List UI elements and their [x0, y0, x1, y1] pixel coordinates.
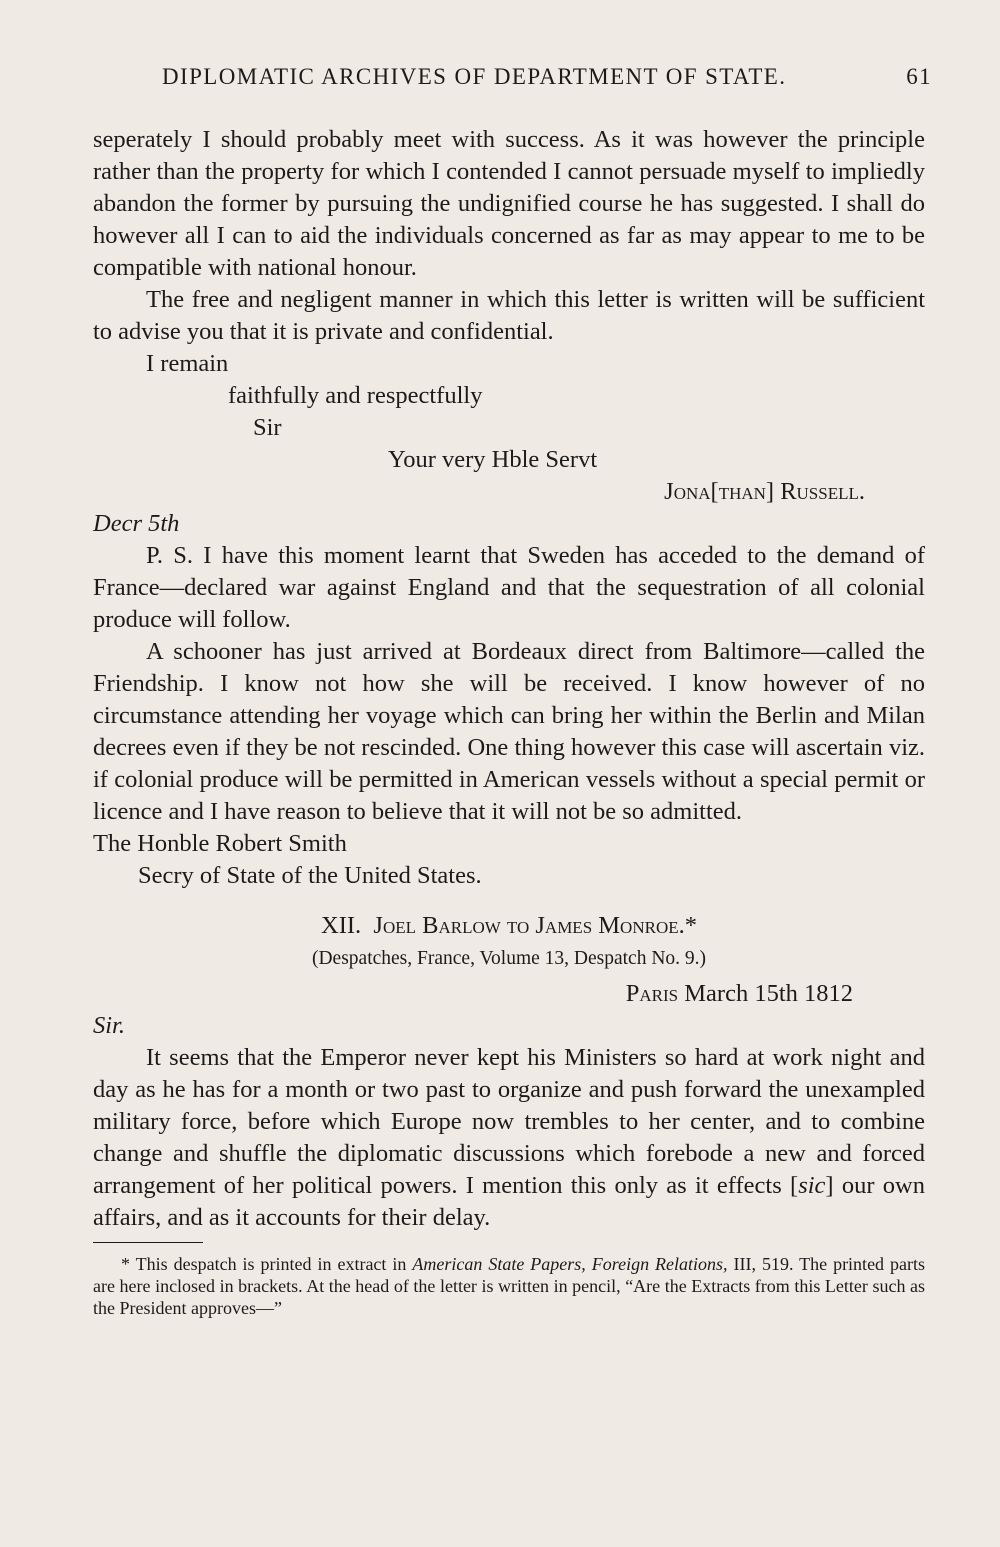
document-numeral: XII.	[321, 912, 362, 939]
letter2-paragraph	[93, 1042, 925, 1234]
running-header	[162, 64, 932, 90]
signature: Jona[than] Russell.	[664, 478, 865, 505]
addressee-title: Secry of State of the United States.	[138, 862, 482, 889]
letter-paragraph-1: seperately I should probably meet with success. As it was however the principle rather than the property for which I contended I cannot persuade myself to impliedly abandon the former by pursuing the undignified course he has suggested. I shall do however all I can to aid the individuals concerned as far as may appear to me to be compatible with national honour.	[93, 126, 925, 281]
letter2-text-b: ] our own affairs, and as it accounts for their delay.	[93, 1172, 925, 1231]
letter-closing	[93, 348, 925, 508]
letter-date: Decr 5th	[93, 510, 180, 537]
footnote-source: American State Papers, Foreign Relations,	[412, 1254, 728, 1274]
postscript: P. S. I have this moment learnt that Sweden has acceded to the demand of France—declared war against England and that the sequestration of all colonial produce will follow.	[93, 542, 925, 633]
footnote	[93, 1253, 925, 1319]
letter-paragraph-2: The free and negligent manner in which this letter is written will be sufficient to advise you that it is private and confidential.	[93, 286, 925, 345]
letter2-text-a: It seems that the Emperor never kept his Ministers so hard at work night and day as he has for a month or two past to organize and push forward the unexampled military force, before which Europe now trembles to her center, and to combine change and shuffle the diplomatic discussions which forebode a new and forced arrangement of her political powers. I mention this only as it effects [	[93, 1044, 925, 1199]
closing-servant: Your very Hble Servt	[388, 446, 598, 473]
salutation: Sir.	[93, 1012, 126, 1039]
letter-paragraph-3: A schooner has just arrived at Bordeaux direct from Baltimore—called the Friendship. I know not how she will be received. I know however of no circumstance attending her voyage which can bring her within the Berlin and Milan decrees even if they be not rescinded. One thing however this case will ascertain viz. if colonial produce will be permitted in American vessels without a special permit or licence and I have reason to believe that it will not be so admitted.	[93, 638, 925, 825]
dateline	[93, 978, 925, 1010]
closing-sir: Sir	[253, 414, 282, 441]
dateline-place: Paris	[625, 980, 679, 1007]
sic-marker: sic	[798, 1172, 826, 1199]
dateline-date: March 15th 1812	[684, 980, 853, 1007]
footnote-rule	[93, 1242, 203, 1243]
running-title: DIPLOMATIC ARCHIVES OF DEPARTMENT OF STATE.	[162, 64, 787, 89]
page-body	[93, 124, 925, 1319]
addressee-name: The Honble Robert Smith	[93, 830, 347, 857]
document-heading	[93, 910, 925, 942]
document-title: Joel Barlow to James Monroe.*	[373, 912, 697, 939]
footnote-lead: * This despatch is printed in extract in	[121, 1254, 413, 1274]
page-number: 61	[906, 64, 932, 89]
closing-faithfully: faithfully and respectfully	[228, 382, 483, 409]
footnote-rest: III, 519. The printed parts are here inclosed in brackets. At the head of the letter is written in pencil, “Are the Extracts from this Letter such as the President approves—”	[93, 1254, 926, 1318]
closing-remain: I remain	[146, 350, 229, 377]
document-reference: (Despatches, France, Volume 13, Despatch No. 9.)	[311, 948, 707, 969]
